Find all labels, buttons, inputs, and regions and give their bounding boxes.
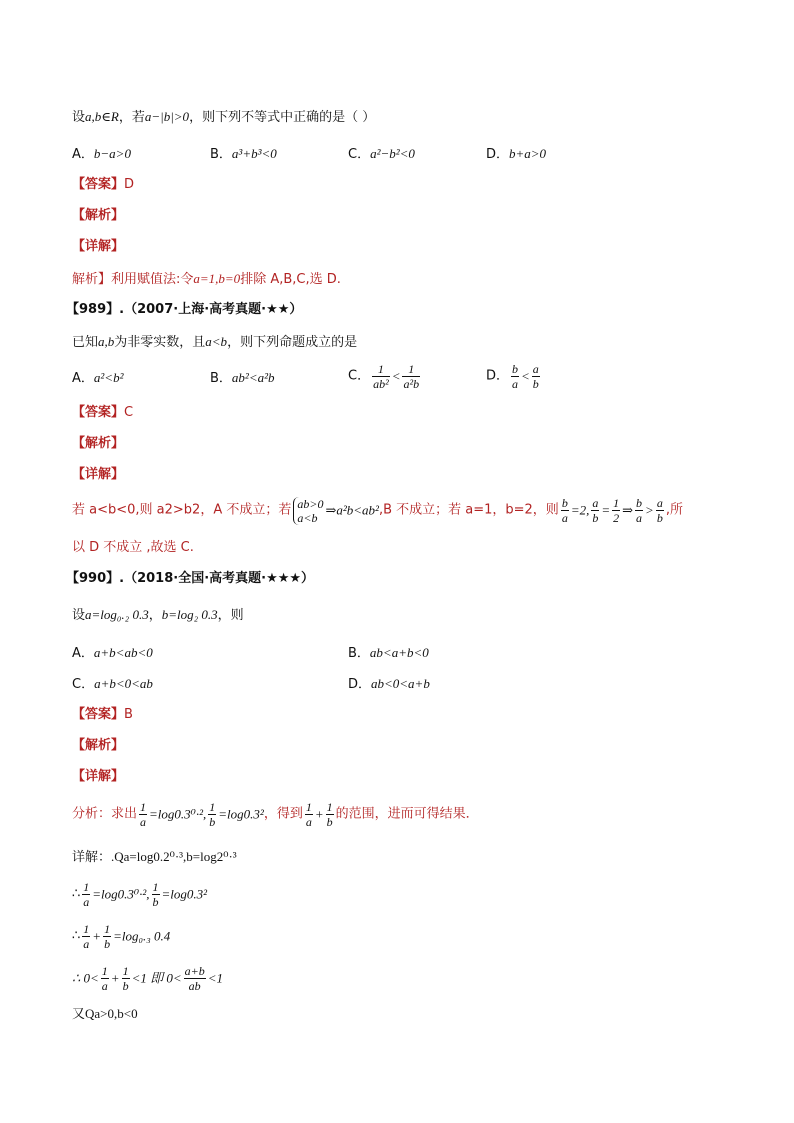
q3-header: 【990】.（2018·全国·高考真题·★★★） bbox=[66, 571, 315, 586]
q2-detail-tag: 【详解】 bbox=[72, 467, 125, 482]
q2-option-b: B．ab²<a²b bbox=[210, 370, 275, 386]
q3-option-c: C．a+b<0<ab bbox=[72, 676, 153, 692]
q2-analysis-tag: 【解析】 bbox=[72, 436, 125, 451]
q1-analysis-tag: 【解析】 bbox=[72, 208, 125, 223]
q2-stem: 已知a,b为非零实数，且a<b，则下列命题成立的是 bbox=[72, 334, 358, 350]
q1-detail: 解析】利用赋值法:令a=1,b=0排除 A,B,C,选 D. bbox=[72, 271, 341, 287]
q3-option-b: B．ab<a+b<0 bbox=[348, 645, 429, 661]
q1-option-d: D．b+a>0 bbox=[486, 146, 547, 162]
q3-fenxi-line: 分析：求出 $\frac{1}{a}$ =log0.3⁰·², $\frac{1}{b}$ =log0.3²，得到 $\frac{1}{a}$ + $\frac{1}{b}$ 的范围，进而可得结果． bbox=[72, 800, 479, 829]
q3-option-a: A．a+b<ab<0 bbox=[72, 645, 153, 661]
q3-last-line: 又Qa>0,b<0 bbox=[72, 1006, 138, 1021]
q3-stem: 设a=log₀.₂ 0.3，b=log₂ 0.3，则 bbox=[72, 607, 244, 623]
q2-option-c: C． $\frac{1}{\text{ab²}}$ < $\frac{1}{\text{a²b}}$ bbox=[348, 362, 420, 391]
q1-detail-tag: 【详解】 bbox=[72, 239, 125, 254]
q1-option-a: A．b−a>0 bbox=[72, 146, 131, 162]
q2-detail-line2: 以 D 不成立 ,故选 C. bbox=[72, 540, 194, 555]
q3-step2: ∴ $\frac{1}{a}$ + $\frac{1}{b}$ =log₀.₃ 0.4 bbox=[72, 922, 171, 951]
q2-option-a: A．a²<b² bbox=[72, 370, 124, 386]
q3-analysis-tag: 【解析】 bbox=[72, 738, 125, 753]
q1-option-b: B．a³+b³<0 bbox=[210, 146, 277, 162]
q1-stem: 设a,b∈R，若a−|b|>0，则下列不等式中正确的是（ ） bbox=[72, 109, 376, 125]
q2-header: 【989】.（2007·上海·高考真题·★★） bbox=[66, 302, 303, 317]
q3-answer: 【答案】B bbox=[72, 707, 133, 722]
q3-option-d: D．ab<0<a+b bbox=[348, 676, 430, 692]
q2-answer: 【答案】C bbox=[72, 405, 134, 420]
q3-xiangjie-line: 详解：.Qa=log0.2⁰·³,b=log2⁰·³ bbox=[72, 849, 237, 864]
q3-step1: ∴ $\frac{1}{a}$ =log0.3⁰·², $\frac{1}{b}$ =log0.3² bbox=[72, 880, 208, 909]
q2-detail-line1: 若 a<b<0,则 a2>b2，A 不成立；若 ab>0 a<b ⇒a²b<ab²,B 不成立；若 a=1，b=2，则 $\frac{b}{a}$ =2, $\frac{a}{b}$ = $\frac{1}{2}$ ⇒ $\frac{b}{a}$ > $\frac{a}{b}$ ,所 bbox=[72, 496, 683, 525]
q3-detail-tag: 【详解】 bbox=[72, 769, 125, 784]
q1-answer: 【答案】D bbox=[72, 177, 135, 192]
q3-step3: ∴ 0< $\frac{1}{a}$ + $\frac{1}{b}$ <1 即 0< $\frac{a+b}{ab}$ <1 bbox=[72, 964, 224, 993]
q1-option-c: C．a²−b²<0 bbox=[348, 146, 415, 162]
q2-option-d: D． $\frac{b}{a}$ < $\frac{a}{b}$ bbox=[486, 362, 539, 391]
